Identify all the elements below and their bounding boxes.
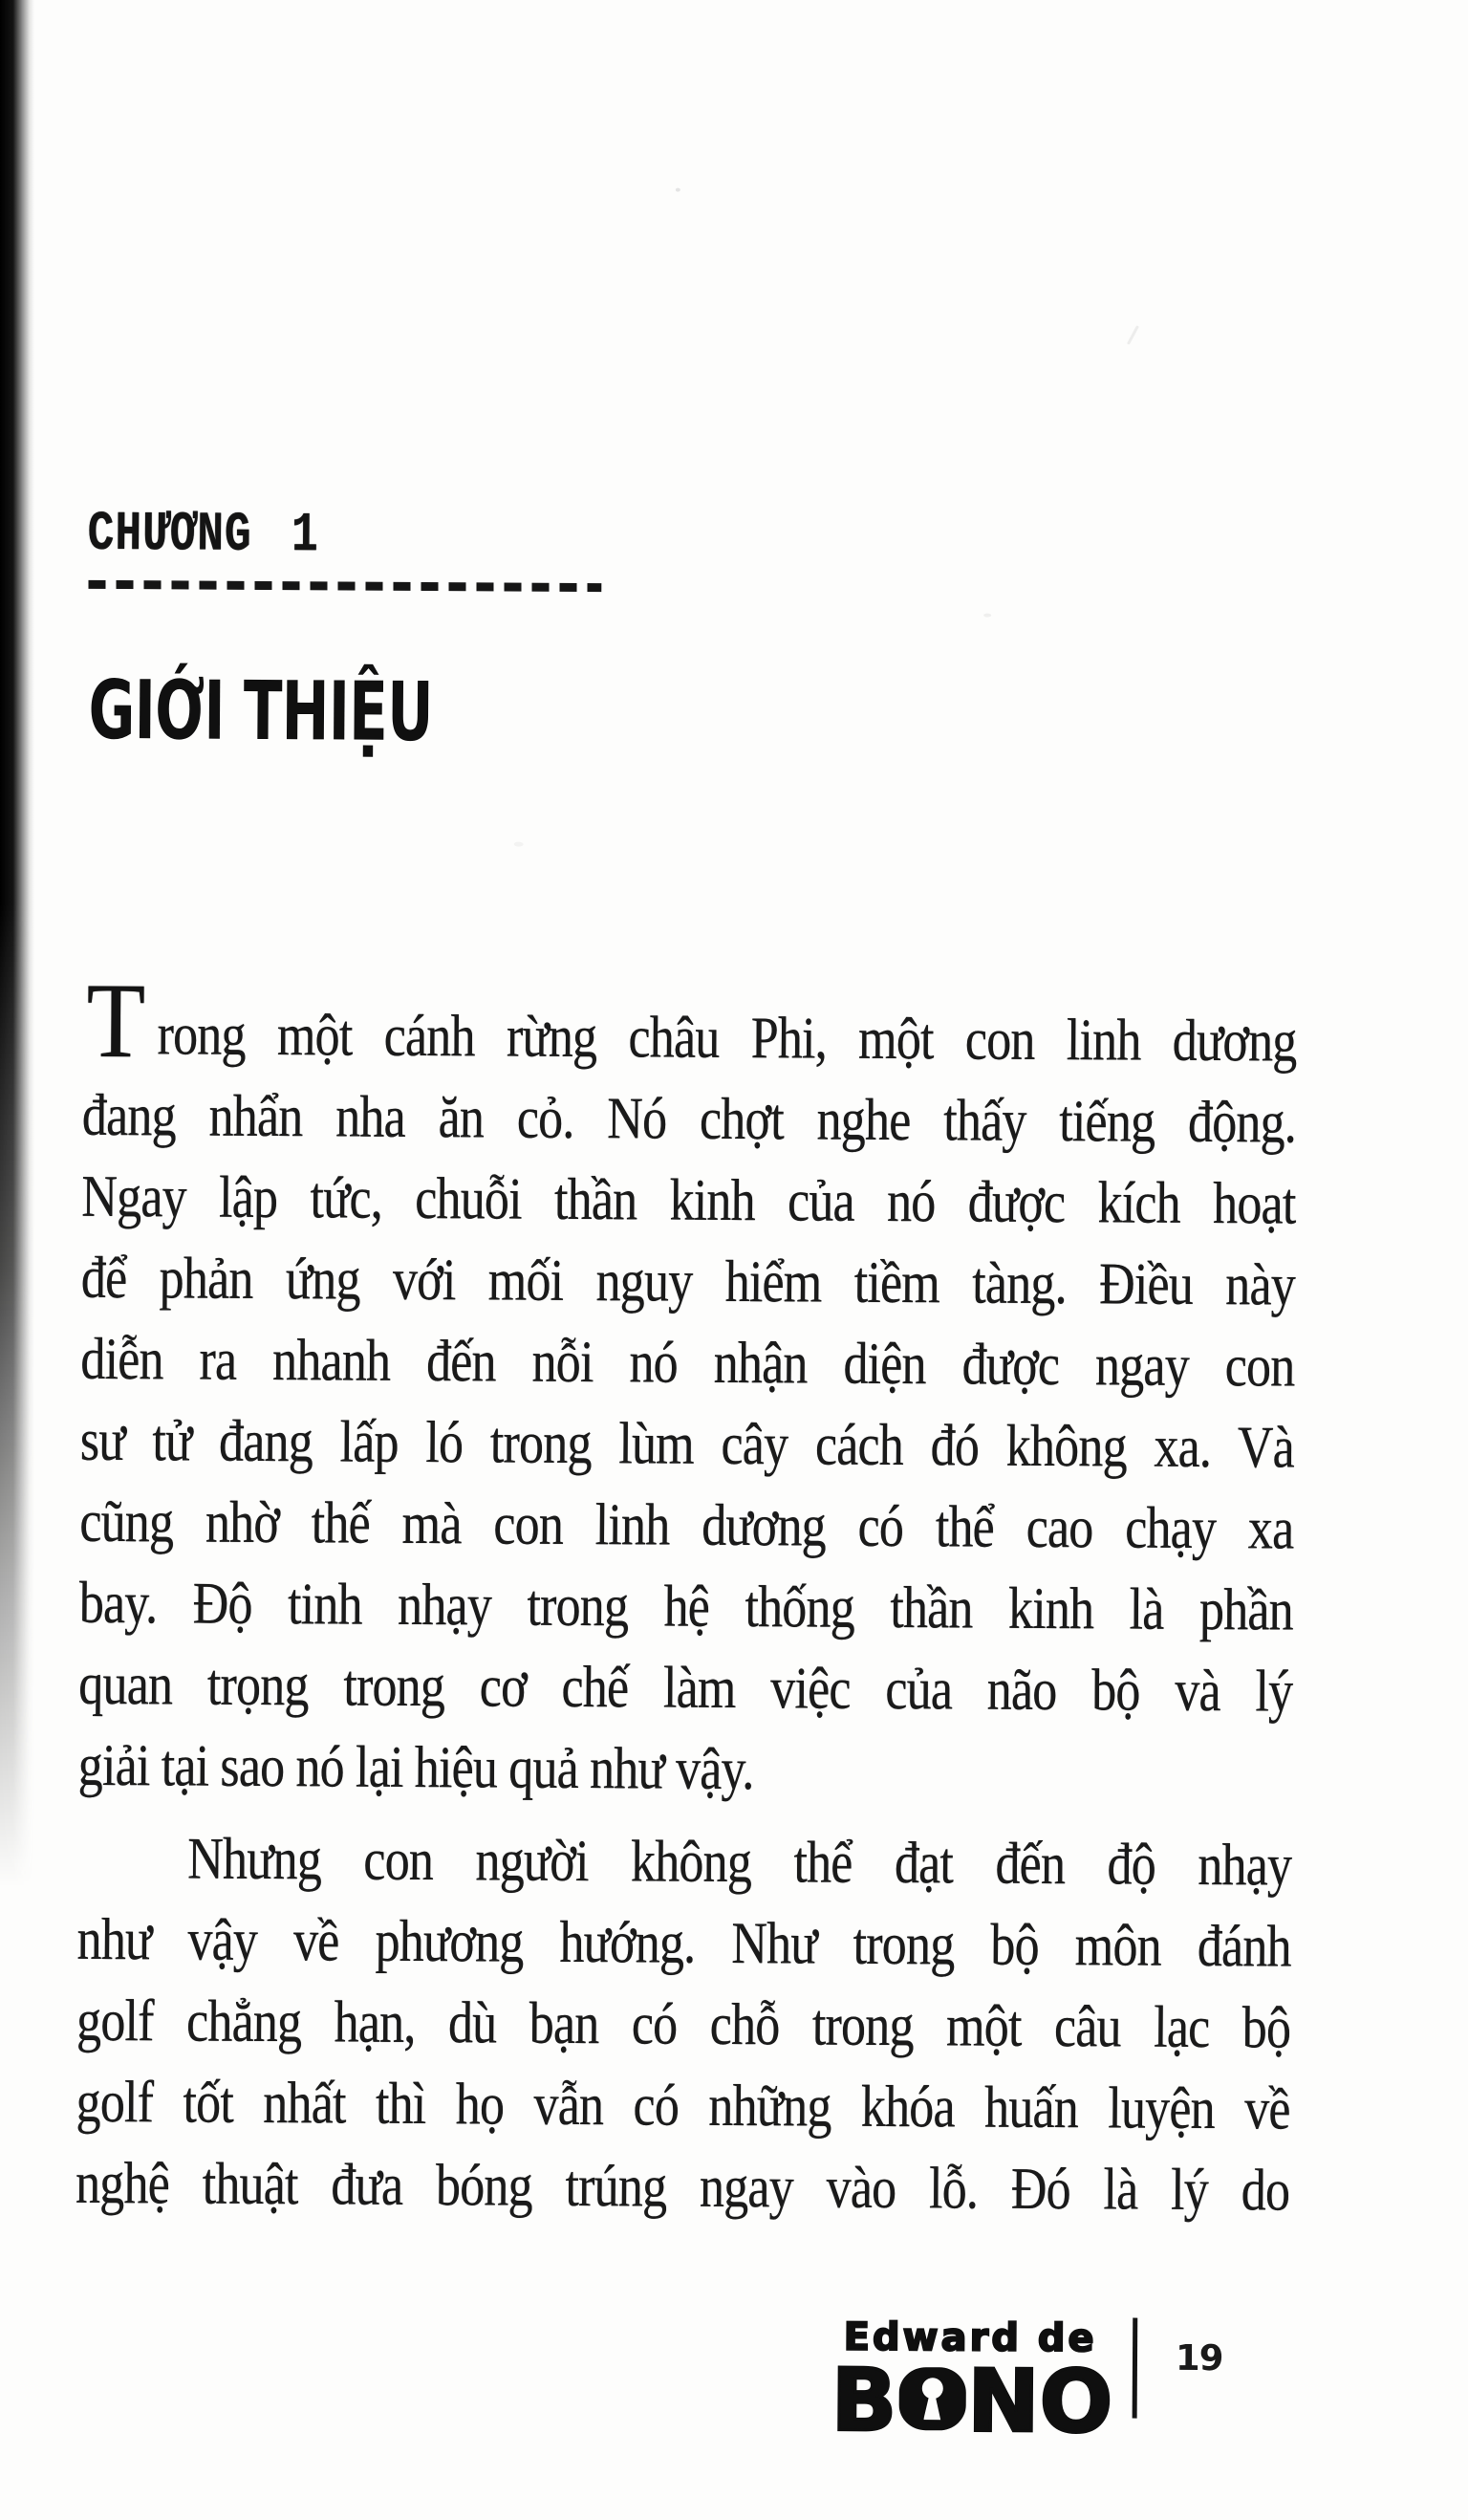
chapter-label: CHƯƠNG 1	[87, 503, 319, 568]
body-line: như vậy về phương hướng. Như trong bộ môn đánh	[76, 1906, 1291, 1980]
paragraph-2	[76, 1818, 1468, 2233]
body-line: Nhưng con người không thể đạt đến độ nhạy	[187, 1826, 1292, 1899]
paragraph-1	[78, 994, 1468, 1815]
body-line: cũng nhờ thế mà con linh dương có thể cao chạy xa	[79, 1488, 1294, 1562]
body-line: giải tại sao nó lại hiệu quả như vậy.	[77, 1732, 754, 1803]
footer-divider	[1133, 2318, 1138, 2419]
dashed-rule	[88, 580, 601, 592]
body-line: rong một cánh rừng châu Phi, một con linh dương	[157, 1002, 1297, 1075]
body-line: quan trọng trong cơ chế làm việc của não bộ và lý	[78, 1651, 1293, 1725]
body-line: Ngay lập tức, chuỗi thần kinh của nó được kích hoạt	[81, 1163, 1296, 1237]
body-line: bay. Độ tinh nhạy trong hệ thống thần kinh là phần	[78, 1570, 1294, 1643]
body-line: để phản ứng với mối nguy hiểm tiềm tàng. Điều này	[80, 1245, 1296, 1318]
logo-line-1: Edward de	[843, 2314, 1097, 2361]
keyhole-o-icon	[898, 2367, 965, 2430]
scan-speck	[676, 188, 680, 192]
body-line: nghệ thuật đưa bóng trúng ngay vào lỗ. Đó là lý do	[75, 2150, 1290, 2224]
scan-speck	[514, 842, 524, 847]
drop-cap: T	[86, 961, 146, 1081]
logo-letter-b: B	[831, 2350, 897, 2452]
body-line: diễn ra nhanh đến nỗi nó nhận diện được ngay con	[80, 1326, 1295, 1400]
logo-letters-no: NO	[967, 2351, 1113, 2453]
keyhole-stem	[923, 2395, 940, 2420]
body-line: golf chẳng hạn, dù bạn có chỗ trong một câu lạc bộ	[76, 1988, 1291, 2061]
body-line: sư tử đang lấp ló trong lùm cây cách đó không xa. Và	[79, 1407, 1295, 1481]
scan-speck	[1127, 325, 1139, 345]
section-title: GIỚI THIỆU	[88, 663, 434, 761]
edward-de-bono-logo	[831, 2314, 1113, 2453]
logo-line-2	[831, 2350, 1113, 2453]
body-line: golf tốt nhất thì họ vẫn có những khóa huấn luyện về	[76, 2069, 1290, 2142]
scan-speck	[983, 614, 991, 618]
body-line: đang nhẩn nha ăn cỏ. Nó chợt nghe thấy tiếng động.	[81, 1082, 1297, 1156]
page-number: 19	[1175, 2336, 1223, 2379]
